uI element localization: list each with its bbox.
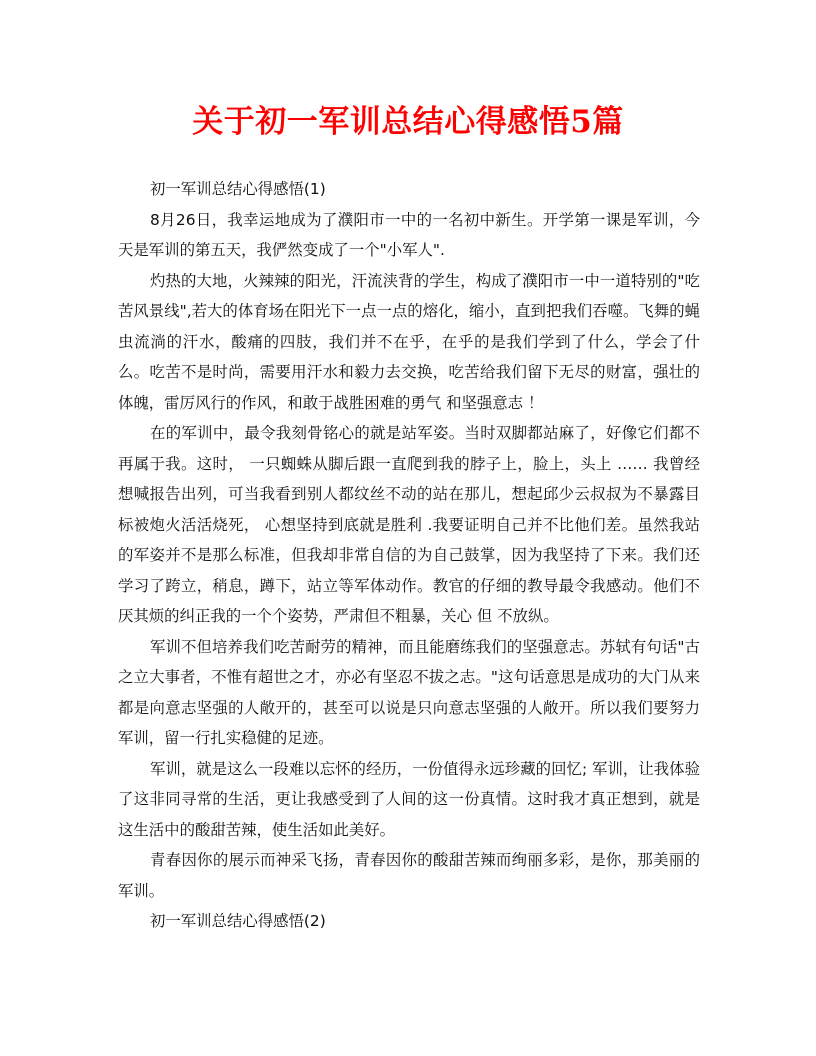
paragraph: 军训不但培养我们吃苦耐劳的精神，而且能磨练我们的坚强意志。苏轼有句话"古之立大事者，不惟有超世之才，亦必有坚忍不拔之志。"这句话意思是成功的大门从来都是向意志坚强的人敞开的，甚至可以说是只向意志坚强的人敞开。所以我们要努力军训，留一行扎实稳健的足迹。 <box>118 637 700 747</box>
paragraph: 灼热的大地，火辣辣的阳光，汗流浃背的学生，构成了濮阳市一中一道特别的"吃苦风景线",若大的体育场在阳光下一点一点的熔化，缩小，直到把我们吞噬。飞舞的蝇虫流淌的汗水，酸痛的四肢，我们并不在乎，在乎的是我们学到了什么，学会了什么。吃苦不是时尚，需要用汗水和毅力去交换，吃苦给我们留下无尽的财富，强壮的体魄，雷厉风行的作风，和敢于战胜困难的勇气 和坚强意志 ！ <box>118 271 700 412</box>
section-heading: 初一军训总结心得感悟(1) <box>150 180 326 198</box>
document-title: 关于初一军训总结心得感悟5篇 <box>192 104 624 140</box>
paragraph: 在的军训中，最令我刻骨铭心的就是站军姿。当时双脚都站麻了，好像它们都不再属于我。这时， 一只蜘蛛从脚后跟一直爬到我的脖子上，脸上，头上 …… 我曾经想喊报告出列，可当我看到别人都纹丝不动的站在那儿，想起邱少云叔叔为不暴露目标被炮火活活烧死， 心想坚持到底就是胜利 .我要证明自己并不比他们差。虽然我站的军姿并不是那么标准，但我却非常自信的为自己鼓掌，因为我坚持了下来。我们还学习了跨立，稍息，蹲下，站立等军体动作。教官的仔细的教导最令我感动。他们不厌其烦的纠正我的一个个姿势，严肃但不粗暴，关心 但 不放纵。 <box>118 424 700 625</box>
document-body <box>118 174 700 937</box>
paragraph: 青春因你的展示而神采飞扬，青春因你的酸甜苦辣而绚丽多彩，是你，那美丽的军训。 <box>118 851 700 900</box>
paragraph: 8月26日，我幸运地成为了濮阳市一中的一名初中新生。开学第一课是军训，今天是军训的第五天，我俨然变成了一个"小军人". <box>118 210 700 259</box>
paragraph: 军训，就是这么一段难以忘怀的经历，一份值得永远珍藏的回忆; 军训，让我体验了这非同寻常的生活，更让我感受到了人间的这一份真情。这时我才真正想到，就是这生活中的酸甜苦辣，使生活如此美好。 <box>118 759 700 839</box>
section-heading: 初一军训总结心得感悟(2) <box>150 912 326 930</box>
